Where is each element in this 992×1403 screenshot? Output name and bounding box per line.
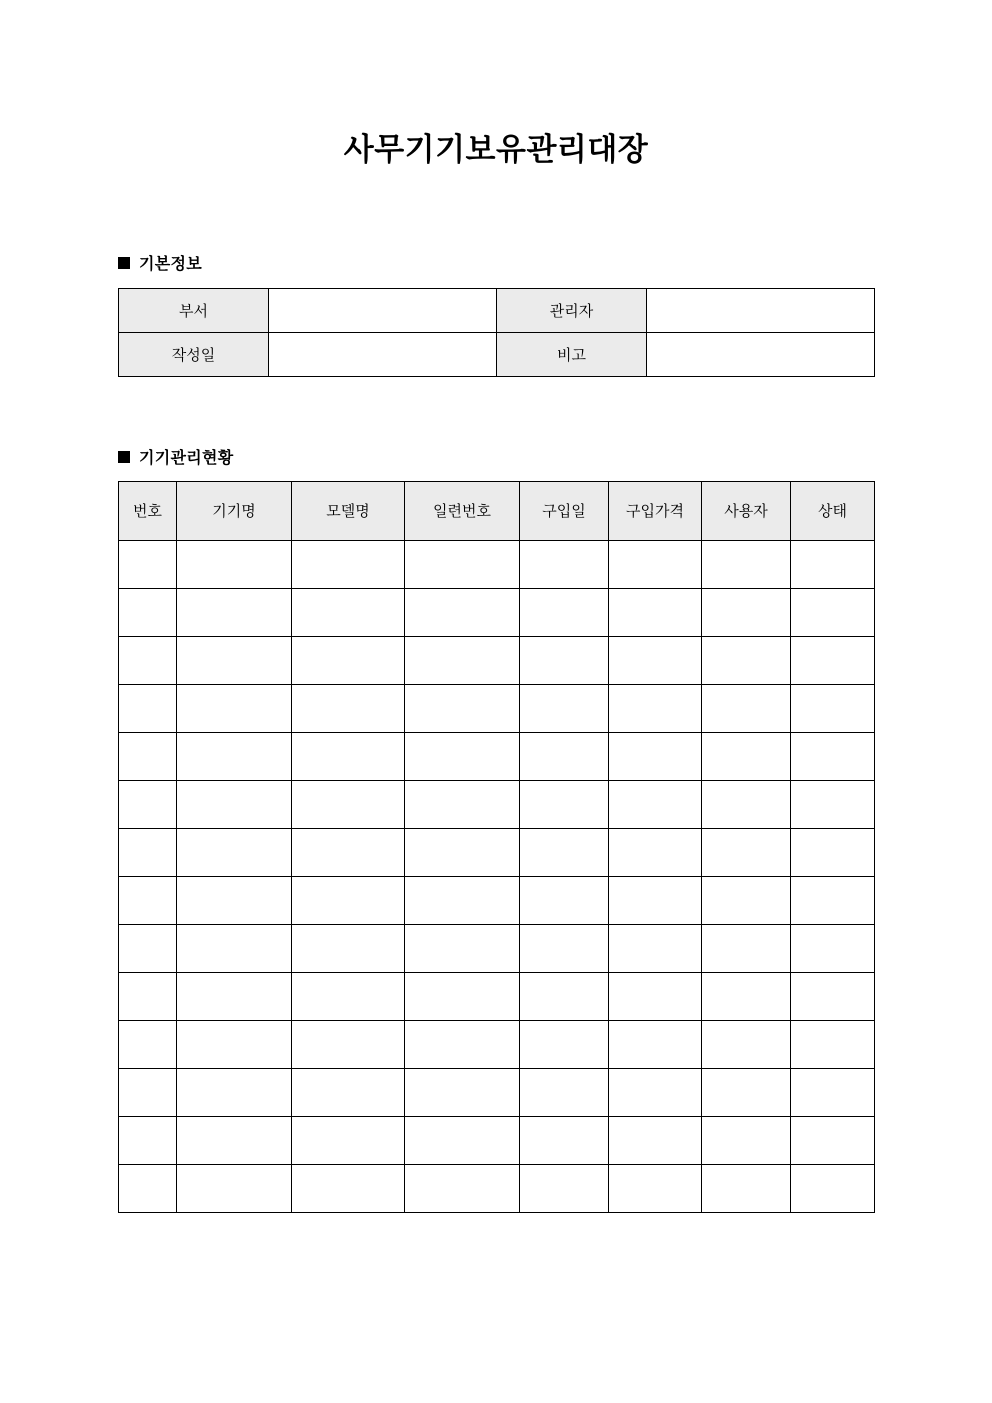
table-cell[interactable] [119,733,177,781]
table-cell[interactable] [405,973,520,1021]
table-cell[interactable] [702,637,791,685]
table-cell[interactable] [609,925,702,973]
table-cell[interactable] [177,829,292,877]
table-row [119,973,875,1021]
table-cell[interactable] [177,733,292,781]
table-cell[interactable] [520,589,609,637]
device-status-table [118,481,875,1213]
table-cell[interactable] [791,829,875,877]
table-cell[interactable] [702,925,791,973]
column-header: 모델명 [292,482,405,541]
table-cell[interactable] [405,637,520,685]
table-cell[interactable] [177,973,292,1021]
table-cell[interactable] [292,829,405,877]
table-row [119,1069,875,1117]
table-cell[interactable] [405,1165,520,1213]
column-header: 구입가격 [609,482,702,541]
device-status-table-body [119,541,875,1213]
table-cell[interactable] [177,637,292,685]
column-header: 사용자 [702,482,791,541]
table-cell[interactable] [702,973,791,1021]
table-cell[interactable] [702,781,791,829]
table-cell[interactable] [405,733,520,781]
table-cell[interactable] [177,541,292,589]
table-cell[interactable] [177,1165,292,1213]
table-cell[interactable] [520,1117,609,1165]
table-cell[interactable] [405,781,520,829]
table-cell[interactable] [609,541,702,589]
table-cell[interactable] [702,685,791,733]
table-cell[interactable] [405,685,520,733]
table-cell[interactable] [405,1117,520,1165]
table-cell[interactable] [177,685,292,733]
table-cell[interactable] [292,589,405,637]
table-cell[interactable] [177,1069,292,1117]
table-cell[interactable] [177,781,292,829]
table-cell[interactable] [609,973,702,1021]
table-cell[interactable] [791,1165,875,1213]
table-cell[interactable] [292,733,405,781]
table-cell[interactable] [292,685,405,733]
field-department[interactable] [269,289,497,333]
table-cell[interactable] [405,541,520,589]
table-cell[interactable] [405,829,520,877]
table-cell[interactable] [609,1069,702,1117]
table-cell[interactable] [292,1117,405,1165]
table-cell[interactable] [119,1165,177,1213]
column-header: 번호 [119,482,177,541]
table-cell[interactable] [119,829,177,877]
table-cell[interactable] [520,829,609,877]
square-bullet-icon [118,257,130,269]
section-heading-basic-info-label: 기본정보 [139,254,203,273]
table-cell[interactable] [791,541,875,589]
label-created-date: 작성일 [119,333,269,377]
table-row [119,1117,875,1165]
table-cell[interactable] [520,685,609,733]
table-row [119,589,875,637]
table-cell[interactable] [702,829,791,877]
table-cell[interactable] [177,589,292,637]
table-cell[interactable] [405,589,520,637]
table-cell[interactable] [405,1021,520,1069]
table-row [119,733,875,781]
label-remarks: 비고 [497,333,647,377]
table-cell[interactable] [292,1069,405,1117]
table-cell[interactable] [119,781,177,829]
table-cell[interactable] [119,685,177,733]
table-cell[interactable] [791,1117,875,1165]
table-cell[interactable] [609,1165,702,1213]
column-header: 일련번호 [405,482,520,541]
table-cell[interactable] [405,1069,520,1117]
table-cell[interactable] [520,733,609,781]
label-department: 부서 [119,289,269,333]
table-header-row [119,482,875,541]
table-cell[interactable] [702,589,791,637]
field-remarks[interactable] [647,333,875,377]
table-cell[interactable] [119,925,177,973]
table-row [119,829,875,877]
table-cell[interactable] [609,637,702,685]
table-cell[interactable] [791,973,875,1021]
basic-info-table [118,288,875,377]
table-cell[interactable] [520,637,609,685]
table-row [119,1021,875,1069]
table-cell[interactable] [791,685,875,733]
table-cell[interactable] [292,877,405,925]
section-heading-device-status [118,445,234,468]
column-header: 구입일 [520,482,609,541]
field-manager[interactable] [647,289,875,333]
table-row [119,685,875,733]
table-row [119,541,875,589]
table-cell[interactable] [791,877,875,925]
table-cell[interactable] [609,781,702,829]
table-cell[interactable] [292,973,405,1021]
table-cell[interactable] [119,1021,177,1069]
table-cell[interactable] [177,925,292,973]
table-cell[interactable] [119,589,177,637]
table-row [119,1165,875,1213]
table-cell[interactable] [609,877,702,925]
table-row [119,333,875,377]
square-bullet-icon [118,451,130,463]
table-cell[interactable] [791,925,875,973]
table-cell[interactable] [292,925,405,973]
label-manager: 관리자 [497,289,647,333]
section-heading-device-status-label: 기기관리현황 [139,448,234,467]
table-row [119,781,875,829]
table-cell[interactable] [119,637,177,685]
table-cell[interactable] [791,781,875,829]
table-cell[interactable] [520,925,609,973]
table-cell[interactable] [791,1069,875,1117]
table-cell[interactable] [520,781,609,829]
table-cell[interactable] [702,733,791,781]
device-status-table-header [119,482,875,541]
table-cell[interactable] [405,877,520,925]
table-cell[interactable] [292,637,405,685]
table-cell[interactable] [292,1165,405,1213]
table-cell[interactable] [520,541,609,589]
table-row [119,289,875,333]
table-cell[interactable] [119,541,177,589]
page-title: 사무기기보유관리대장 [343,132,649,168]
table-cell[interactable] [292,1021,405,1069]
table-cell[interactable] [520,1069,609,1117]
table-cell[interactable] [177,877,292,925]
table-cell[interactable] [609,1117,702,1165]
column-header: 상태 [791,482,875,541]
table-cell[interactable] [119,1069,177,1117]
table-cell[interactable] [702,1117,791,1165]
table-cell[interactable] [520,1021,609,1069]
table-cell[interactable] [609,589,702,637]
table-cell[interactable] [520,973,609,1021]
table-cell[interactable] [520,877,609,925]
table-cell[interactable] [791,589,875,637]
table-cell[interactable] [177,1117,292,1165]
table-cell[interactable] [702,1021,791,1069]
table-cell[interactable] [119,1117,177,1165]
table-cell[interactable] [791,1021,875,1069]
table-row [119,877,875,925]
table-cell[interactable] [702,1165,791,1213]
table-cell[interactable] [609,829,702,877]
table-cell[interactable] [702,877,791,925]
table-cell[interactable] [292,541,405,589]
table-cell[interactable] [405,925,520,973]
table-cell[interactable] [177,1021,292,1069]
table-cell[interactable] [791,637,875,685]
table-cell[interactable] [609,685,702,733]
table-cell[interactable] [609,1021,702,1069]
table-cell[interactable] [702,1069,791,1117]
table-cell[interactable] [292,781,405,829]
table-cell[interactable] [119,973,177,1021]
table-cell[interactable] [119,877,177,925]
table-row [119,925,875,973]
table-row [119,637,875,685]
table-cell[interactable] [609,733,702,781]
column-header: 기기명 [177,482,292,541]
table-cell[interactable] [791,733,875,781]
section-heading-basic-info [118,251,202,274]
field-created-date[interactable] [269,333,497,377]
table-cell[interactable] [702,541,791,589]
table-cell[interactable] [520,1165,609,1213]
